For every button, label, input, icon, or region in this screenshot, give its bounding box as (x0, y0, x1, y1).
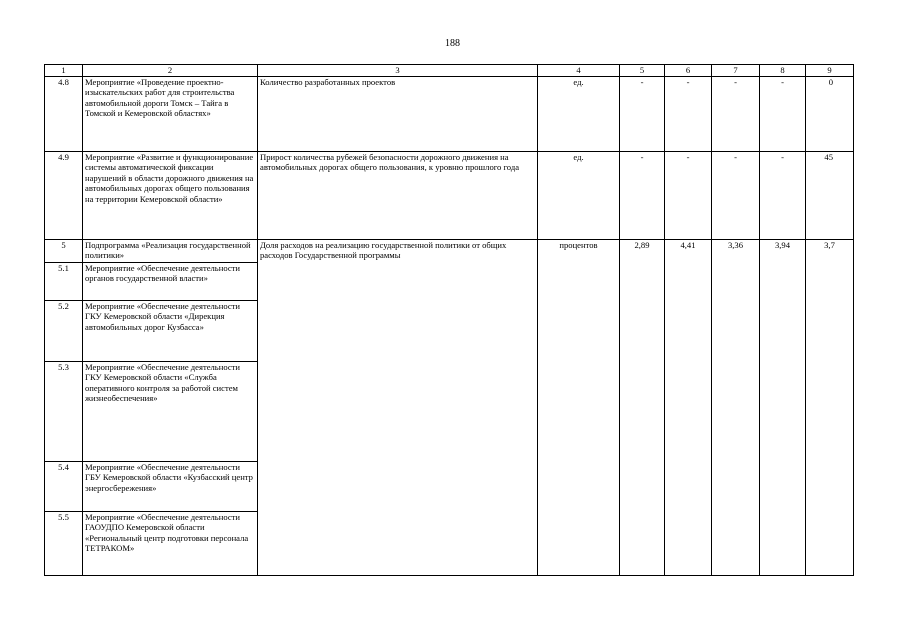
value-cell: 2,89 (620, 240, 665, 576)
value-cell: - (712, 152, 760, 240)
row-number: 5.4 (45, 462, 83, 512)
header-cell: 6 (665, 65, 712, 77)
table-row (45, 240, 854, 263)
value-cell: 0 (806, 77, 854, 152)
table-row (45, 152, 854, 240)
indicator-name: Количество разработанных проектов (258, 77, 538, 152)
row-number: 5.3 (45, 362, 83, 462)
unit-cell: ед. (538, 77, 620, 152)
value-cell: 3,36 (712, 240, 760, 576)
row-number: 5.5 (45, 512, 83, 576)
header-cell: 4 (538, 65, 620, 77)
header-cell: 8 (760, 65, 806, 77)
unit-cell: ед. (538, 152, 620, 240)
value-cell: - (620, 77, 665, 152)
value-cell: 4,41 (665, 240, 712, 576)
header-cell: 3 (258, 65, 538, 77)
value-cell: - (620, 152, 665, 240)
value-cell: - (665, 77, 712, 152)
header-cell: 9 (806, 65, 854, 77)
header-cell: 2 (83, 65, 258, 77)
value-cell: 3,94 (760, 240, 806, 576)
value-cell: - (760, 77, 806, 152)
header-cell: 1 (45, 65, 83, 77)
measure-name: Мероприятие «Обеспечение деятельности ГКУ Кемеровской области «Служба оперативного контроля за работой систем жизнеобеспечения» (83, 362, 258, 462)
measure-name: Мероприятие «Проведение проектно-изыскательских работ для строительства автомобильной дороги Томск – Тайга в Томской и Кемеровской областях» (83, 77, 258, 152)
measure-name: Мероприятие «Обеспечение деятельности ГАОУДПО Кемеровской области «Региональный центр подготовки персонала ТЕТРАКОМ» (83, 512, 258, 576)
value-cell: 3,7 (806, 240, 854, 576)
indicator-name: Прирост количества рубежей безопасности дорожного движения на автомобильных дорогах общего пользования, к уровню прошлого года (258, 152, 538, 240)
row-number: 5.2 (45, 301, 83, 362)
page-number: 188 (445, 38, 460, 49)
header-cell: 5 (620, 65, 665, 77)
table-row (45, 77, 854, 152)
unit-cell: процентов (538, 240, 620, 576)
header-cell: 7 (712, 65, 760, 77)
row-number: 4.9 (45, 152, 83, 240)
row-number: 4.8 (45, 77, 83, 152)
measure-name: Подпрограмма «Реализация государственной политики» (83, 240, 258, 263)
value-cell: 45 (806, 152, 854, 240)
indicators-table (44, 64, 854, 576)
value-cell: - (760, 152, 806, 240)
measure-name: Мероприятие «Обеспечение деятельности ГКУ Кемеровской области «Дирекция автомобильных дорог Кузбасса» (83, 301, 258, 362)
value-cell: - (712, 77, 760, 152)
measure-name: Мероприятие «Обеспечение деятельности ГБУ Кемеровской области «Кузбасский центр энергосбережения» (83, 462, 258, 512)
indicator-name: Доля расходов на реализацию государственной политики от общих расходов Государственной программы (258, 240, 538, 576)
header-row (45, 65, 854, 77)
measure-name: Мероприятие «Развитие и функционирование системы автоматической фиксации нарушений в области дорожного движения на автомобильных дорогах общего пользования на территории Кемеровской области» (83, 152, 258, 240)
measure-name: Мероприятие «Обеспечение деятельности органов государственной власти» (83, 263, 258, 301)
row-number: 5 (45, 240, 83, 263)
row-number: 5.1 (45, 263, 83, 301)
value-cell: - (665, 152, 712, 240)
